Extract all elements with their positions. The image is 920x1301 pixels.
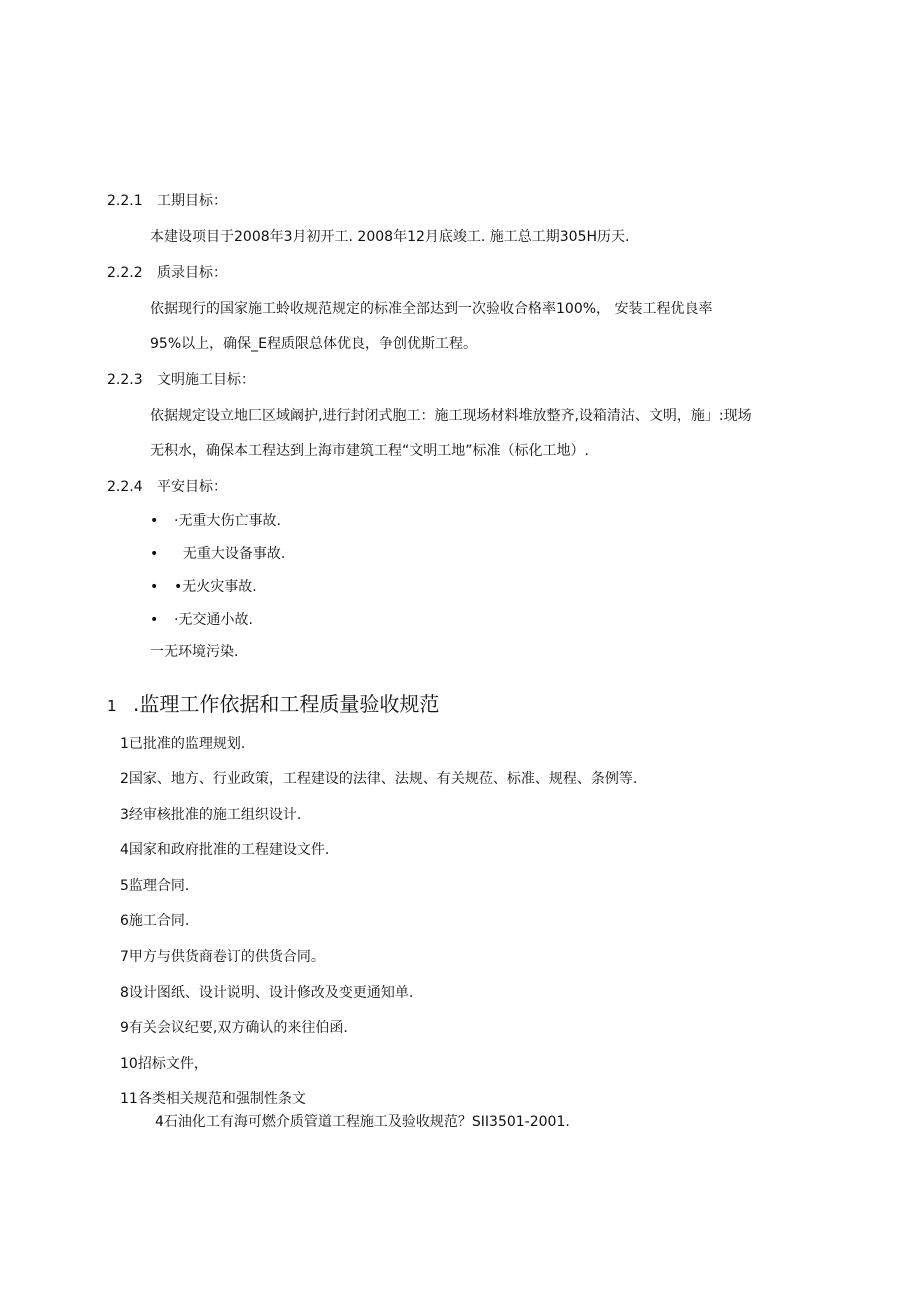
section-title: 质录目标： <box>157 265 227 281</box>
bullet-text: ·无重大伤亡事故. <box>174 513 281 529</box>
bullet-mark: • <box>150 546 159 562</box>
section-title: 工期目标： <box>157 193 227 209</box>
sub-list-item: 4石油化工有海可燃介质管道工程施工及验收规范？SII3501-2001. <box>155 1114 570 1130</box>
list-item: 5监理合同. <box>120 878 190 894</box>
section-2-2-4-heading <box>107 477 227 497</box>
paragraph: 依据现行的国家施工蛉收规范规定的标准全部达到一次验收合格率100%， 安装工程优良率 <box>150 301 713 317</box>
list-item: 9有关会议纪要,双方确认的来往伯函. <box>120 1020 348 1036</box>
bullet-mark: • <box>150 579 159 595</box>
list-item: 11各类相关规范和强制性条文 <box>120 1091 306 1107</box>
bullet-item <box>150 577 257 597</box>
chapter-number: 1 <box>107 697 117 715</box>
section-title: 平安目标： <box>157 479 227 495</box>
paragraph: 本建设项目于2008年3月初开工. 2008年12月底竣工. 施工总工期305H历天. <box>150 229 630 245</box>
section-2-2-1-heading <box>107 191 227 211</box>
section-number: 2.2.3 <box>107 372 143 388</box>
bullet-text: •无火灾事故. <box>174 579 257 595</box>
list-item: 3经审核批准的施工组织设计. <box>120 807 302 823</box>
list-item: 2国家、地方、行业政策，工程建设的法律、法规、有关规莅、标准、规程、条例等. <box>120 771 638 787</box>
section-2-2-3-heading <box>107 370 255 390</box>
list-item: 4国家和政府批准的工程建设文件. <box>120 842 330 858</box>
list-item: 1已批准的监理规划. <box>120 736 246 752</box>
chapter-title: .监理工作依据和工程质量验收规范 <box>133 692 440 716</box>
paragraph: 一无环境污染. <box>150 644 239 660</box>
bullet-item <box>150 511 281 531</box>
section-number: 2.2.4 <box>107 479 143 495</box>
bullet-text: 无重大设备事故. <box>174 546 286 562</box>
list-item: 7甲方与供货商卷订的供货合同。 <box>120 949 325 965</box>
section-number: 2.2.1 <box>107 193 143 209</box>
bullet-item <box>150 610 253 630</box>
section-title: 文明施工目标： <box>157 372 255 388</box>
paragraph: 无积水，确保本工程达到上海市建筑工程“文明工地”标准（标化工地）. <box>150 443 589 459</box>
bullet-item <box>150 544 285 564</box>
chapter-heading <box>107 690 439 720</box>
section-number: 2.2.2 <box>107 265 143 281</box>
bullet-text: ·无交通小故. <box>174 612 253 628</box>
list-item: 10招标文件， <box>120 1056 208 1072</box>
list-item: 6施工合同. <box>120 913 190 929</box>
paragraph: 依据规定设立地匚区域阚护,进行封闭式胞工：施工现场材料堆放整齐,设箱清沽、文明，施」:现场 <box>150 408 752 424</box>
section-2-2-2-heading <box>107 263 227 283</box>
paragraph: 95%以上，确保_E程质限总体优良，争创优斯工程。 <box>150 336 477 352</box>
bullet-mark: • <box>150 513 159 529</box>
bullet-mark: • <box>150 612 159 628</box>
list-item: 8设计图纸、设计说明、设计修改及变更通知单. <box>120 985 414 1001</box>
